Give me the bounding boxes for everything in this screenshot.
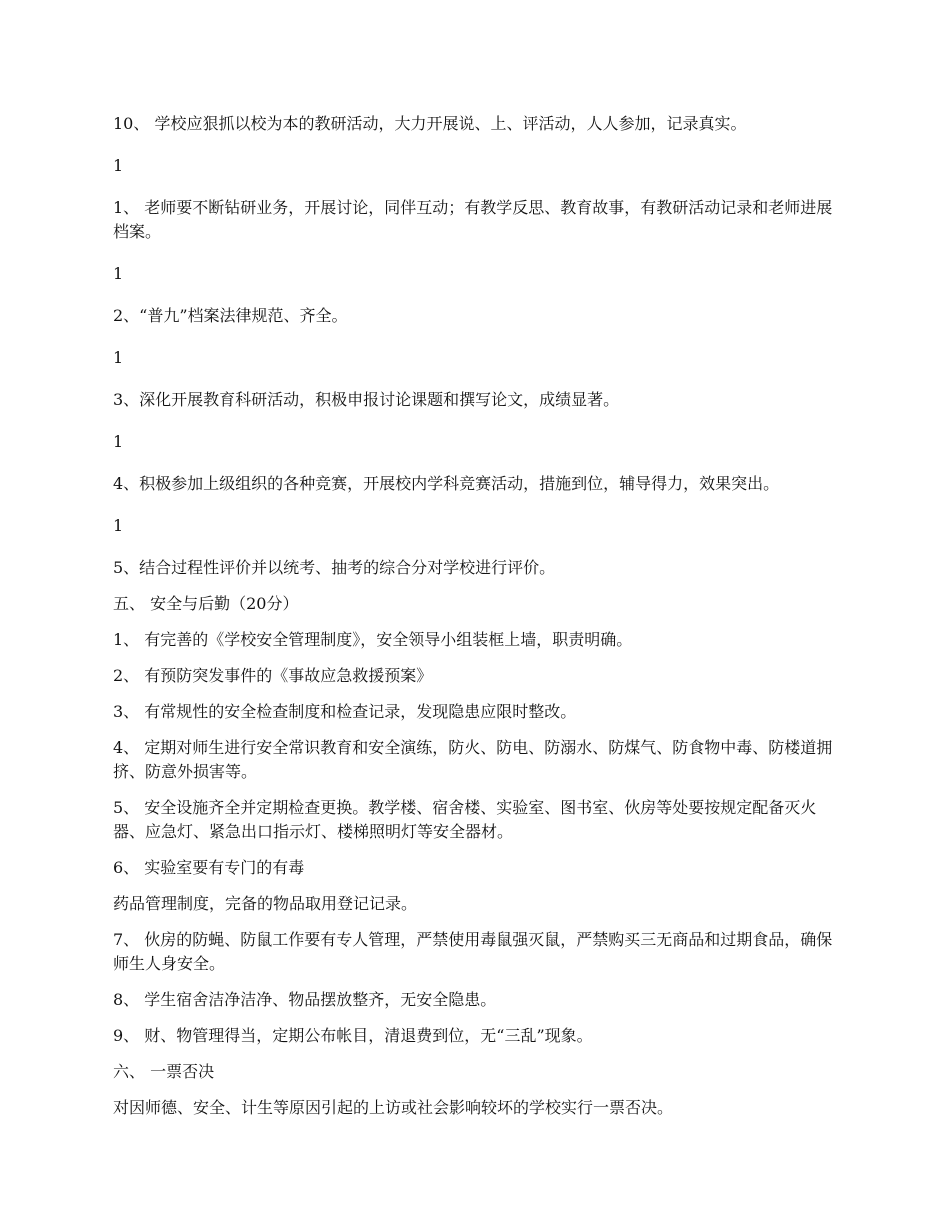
paragraph: 3、深化开展教育科研活动，积极申报讨论课题和撰写论文，成绩显著。 bbox=[113, 390, 620, 409]
paragraph: 2、“普九”档案法律规范、齐全。 bbox=[113, 306, 348, 325]
section-heading: 五、 安全与后勤（20分） bbox=[113, 594, 299, 613]
paragraph: 1 bbox=[113, 156, 124, 175]
paragraph: 1 bbox=[113, 264, 124, 283]
section-heading: 六、 一票否决 bbox=[113, 1062, 215, 1081]
paragraph: 1 bbox=[113, 516, 124, 535]
paragraph: 9、 财、物管理得当，定期公布帐目，清退费到位，无“三乱”现象。 bbox=[113, 1026, 593, 1045]
paragraph: 1、 有完善的《学校安全管理制度》，安全领导小组装框上墙，职责明确。 bbox=[113, 630, 633, 649]
paragraph: 1、 老师要不断钻研业务，开展讨论，同伴互动；有教学反思、教育故事，有教研活动记录和老师进展档案。 bbox=[113, 198, 833, 241]
paragraph: 10、 学校应狠抓以校为本的教研活动，大力开展说、上、评活动，人人参加，记录真实。 bbox=[113, 114, 747, 133]
paragraph: 2、 有预防突发事件的《事故应急救援预案》 bbox=[113, 666, 433, 685]
paragraph: 1 bbox=[113, 432, 124, 451]
paragraph: 4、积极参加上级组织的各种竞赛，开展校内学科竞赛活动，措施到位，辅导得力，效果突出。 bbox=[113, 474, 780, 493]
document-body bbox=[113, 112, 837, 1132]
paragraph: 对因师德、安全、计生等原因引起的上访或社会影响较坏的学校实行一票否决。 bbox=[113, 1098, 674, 1117]
paragraph: 6、 实验室要有专门的有毒 bbox=[113, 858, 305, 877]
paragraph: 5、结合过程性评价并以统考、抽考的综合分对学校进行评价。 bbox=[113, 558, 556, 577]
paragraph: 3、 有常规性的安全检查制度和检查记录，发现隐患应限时整改。 bbox=[113, 702, 577, 721]
paragraph: 4、 定期对师生进行安全常识教育和安全演练，防火、防电、防溺水、防煤气、防食物中毒、防楼道拥挤、防意外损害等。 bbox=[113, 738, 833, 781]
paragraph: 8、 学生宿舍洁净洁净、物品摆放整齐，无安全隐患。 bbox=[113, 990, 497, 1009]
paragraph: 7、 伙房的防蝇、防鼠工作要有专人管理，严禁使用毒鼠强灭鼠，严禁购买三无商品和过期食品，确保师生人身安全。 bbox=[113, 930, 833, 973]
paragraph: 5、 安全设施齐全并定期检查更换。教学楼、宿舍楼、实验室、图书室、伙房等处要按规定配备灭火器、应急灯、紧急出口指示灯、楼梯照明灯等安全器材。 bbox=[113, 798, 817, 841]
paragraph: 1 bbox=[113, 348, 124, 367]
paragraph: 药品管理制度，完备的物品取用登记记录。 bbox=[113, 894, 418, 913]
